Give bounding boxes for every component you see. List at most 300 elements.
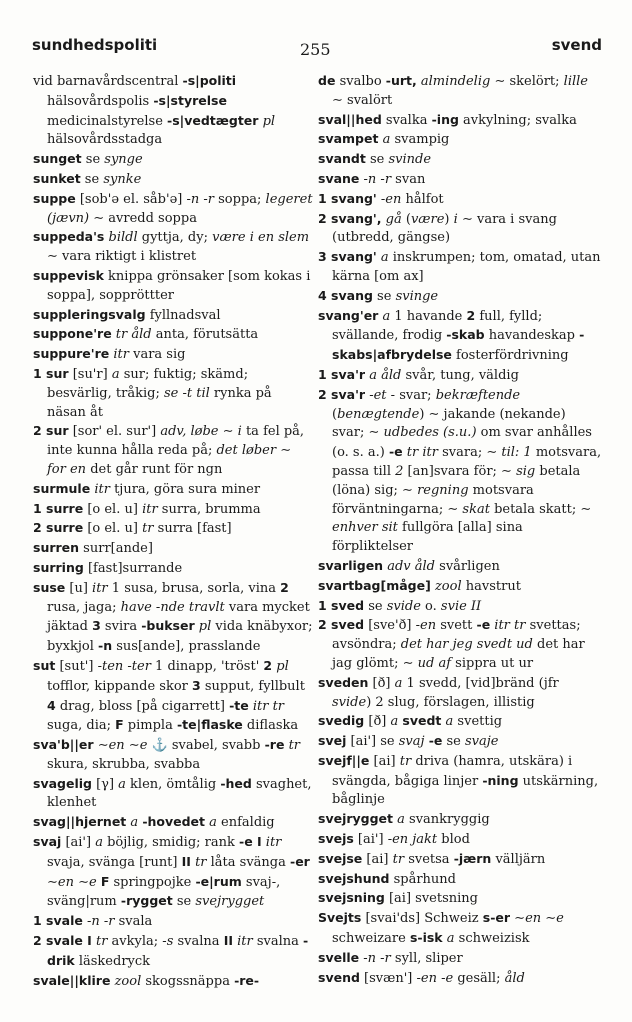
entry-grammar-note: itr tr: [490, 618, 526, 634]
entry-headword: svejrygget: [318, 811, 394, 827]
entry-headword: s-er: [482, 910, 511, 926]
entry-grammar-note: -en: [376, 191, 402, 207]
dictionary-entry: [33, 833, 313, 912]
dictionary-entry: [318, 674, 602, 713]
entry-grammar-note: a: [205, 815, 217, 831]
entry-grammar-note: zool: [430, 578, 462, 594]
entry-grammar-note: svide: [386, 598, 421, 614]
entry-headword: 2: [466, 307, 476, 323]
entry-text: betala skatt; ∼: [489, 501, 592, 517]
entry-text: vara sig: [128, 347, 186, 363]
entry-text: [ð]: [368, 675, 395, 691]
entry-headword: -e I: [239, 834, 262, 850]
entry-headword: suse: [33, 579, 66, 595]
entry-text: [ai]: [369, 753, 400, 769]
entry-grammar-note: zool: [110, 973, 142, 989]
entry-headword: svandt: [318, 151, 366, 167]
entry-text: läskedryck: [74, 953, 151, 969]
entry-grammar-note: a: [111, 366, 120, 382]
entry-text: 1 svedd, [vid]bränd (jfr: [402, 675, 559, 691]
dictionary-entry: [33, 972, 313, 992]
entry-grammar-note: svie II: [440, 598, 482, 614]
dictionary-entry: [33, 559, 313, 579]
entry-grammar-note: tr: [392, 851, 405, 867]
entry-text: [svæn']: [359, 970, 417, 986]
entry-text: pimpla: [123, 718, 177, 734]
entry-text: ∼ avredd soppa: [89, 210, 197, 226]
entry-text: [u]: [65, 580, 93, 596]
entry-grammar-note: tr: [284, 738, 301, 754]
entry-grammar-note: synke: [103, 171, 142, 187]
entry-text: ) ∼ jakande (nekande) svar; ∼: [332, 406, 566, 441]
entry-text: svara; ∼: [437, 445, 502, 461]
entry-grammar-note: adv åld: [383, 558, 436, 574]
dictionary-entry: [33, 932, 313, 972]
entry-text: se: [172, 894, 196, 910]
entry-headword: 3: [92, 618, 101, 634]
entry-text: ta fel på, inte kunna hålla reda på;: [47, 424, 305, 459]
entry-headword: 2: [280, 579, 289, 595]
dictionary-entry: [33, 267, 313, 306]
entry-text: [γ]: [91, 776, 119, 792]
entry-headword: svedig: [318, 713, 365, 729]
entry-text: [sob'ə el. såb'ə]: [75, 191, 187, 207]
entry-text: betala (löna) sig; ∼: [332, 463, 581, 498]
entry-text: [o el. u]: [83, 501, 143, 517]
dictionary-entry: [33, 228, 313, 267]
entry-grammar-note: se -t til: [163, 385, 210, 401]
dictionary-entry: [318, 366, 602, 386]
entry-grammar-note: for en: [47, 461, 87, 477]
entry-grammar-note: synge: [104, 152, 143, 168]
entry-grammar-note: lille: [563, 74, 588, 89]
dictionary-entry: [33, 813, 313, 833]
entry-text: svår, tung, väldig: [401, 367, 519, 383]
entry-headword: 2 svang',: [318, 210, 382, 226]
entry-headword: 1 sur: [33, 365, 69, 381]
entry-text: om svar anhålles (o. s. a.): [332, 425, 592, 461]
dictionary-entry: [33, 150, 313, 170]
entry-text: skogssnäppa: [141, 973, 235, 989]
entry-text: medicinalstyrelse: [47, 113, 168, 129]
entry-text: det går runt för ngn: [86, 461, 223, 477]
entry-headword: -te: [229, 697, 249, 713]
entry-grammar-note: a: [442, 931, 455, 947]
running-header: [32, 36, 602, 66]
entry-grammar-note: -et: [365, 387, 387, 403]
entry-text: avkylning; svalka: [458, 112, 577, 128]
entry-text: diflaska: [242, 718, 299, 734]
entry-headword: surren: [33, 540, 80, 556]
entry-grammar-note: -ten -ter: [97, 658, 151, 674]
entry-text: [ai']: [61, 835, 96, 851]
entry-headword: svale||klire: [33, 972, 111, 988]
entry-text: fyllnadsval: [145, 307, 221, 323]
entry-text: [ai']: [353, 832, 388, 848]
entry-headword: -er: [290, 853, 310, 869]
entry-text: låta svänga: [206, 854, 291, 870]
entry-headword: svejs: [318, 831, 354, 847]
entry-text: se: [81, 152, 105, 168]
entry-text: inskrumpen; tom, omatad, utan kärna [om ax]: [332, 250, 601, 284]
dictionary-entry: [318, 287, 602, 307]
entry-text: - svar;: [386, 387, 436, 403]
entry-text: svaghet, klenhet: [47, 776, 312, 811]
entry-headword: -re: [264, 737, 285, 753]
entry-grammar-note: svejrygget: [195, 894, 265, 910]
entry-grammar-note: -s: [162, 934, 174, 950]
entry-grammar-note: itr: [142, 501, 158, 517]
entry-headword: 2 svale I: [33, 933, 92, 949]
entry-grammar-note: ∼en ∼e: [93, 738, 148, 754]
dictionary-entry: [33, 365, 313, 422]
entry-headword: 2 surre: [33, 520, 84, 536]
entry-text: avkyla;: [107, 934, 163, 950]
dictionary-entry: [33, 736, 313, 775]
entry-text: full, fylld; svällande, frodig: [332, 308, 543, 344]
entry-text: ∼ svalört: [332, 92, 393, 108]
entry-grammar-note: -n -r: [186, 191, 214, 207]
entry-headword: surmule: [33, 480, 91, 496]
dictionary-entry: [33, 775, 313, 814]
entry-text: svalka: [381, 112, 432, 128]
entry-text: svalna: [173, 934, 224, 950]
entry-text: svettas; avsöndra;: [332, 618, 581, 653]
entry-text: motsvara, passa till: [332, 445, 602, 479]
dictionary-entry: [318, 870, 602, 890]
entry-text: fosterfördrivning: [451, 348, 569, 364]
page-number: 255: [300, 40, 331, 59]
entry-headword: -hed: [220, 775, 252, 791]
entry-headword: svag||hjernet: [33, 814, 127, 830]
entry-grammar-note: a: [394, 675, 403, 691]
entry-text: surra [fast]: [153, 521, 232, 537]
entry-headword: F: [100, 873, 110, 889]
entry-headword: 1 svang': [318, 190, 377, 206]
entry-text: se: [372, 288, 396, 304]
entry-grammar-note: a: [126, 815, 139, 831]
entry-text: [su'r]: [68, 366, 112, 382]
entry-grammar-note: pl: [272, 658, 289, 674]
entry-grammar-note: bildl: [104, 230, 138, 246]
entry-grammar-note: svide: [332, 694, 367, 710]
entry-text: svan: [391, 171, 426, 187]
entry-text: [ai'] se: [346, 734, 399, 750]
entry-headword: 4: [47, 697, 56, 713]
dictionary-entry: [318, 830, 602, 850]
entry-text: surr[ande]: [79, 541, 153, 557]
dictionary-entry: [33, 422, 313, 479]
entry-grammar-note: 2: [395, 463, 404, 479]
entry-text: sus[ande], prasslande: [112, 639, 261, 655]
entry-headword: -skabs|afbrydelse: [332, 327, 585, 363]
entry-headword: -skab: [446, 327, 485, 343]
entry-text: svetsa: [404, 851, 454, 867]
entry-text: syll, sliper: [390, 950, 463, 966]
dictionary-entry: [318, 732, 602, 752]
entry-grammar-note: ∼en ∼e: [510, 911, 564, 927]
dictionary-entry: [318, 111, 602, 131]
dictionary-entry: [318, 386, 602, 557]
entry-text: ∼ vara i svang (utbredd, gängse): [332, 211, 557, 246]
entry-text: sippra ut ur: [451, 655, 534, 671]
entry-grammar-note: være: [410, 211, 445, 227]
entry-text: se: [365, 152, 389, 168]
entry-grammar-note: itr: [233, 934, 253, 950]
entry-text: ∼: [276, 443, 292, 459]
entry-headword: 3: [192, 677, 201, 693]
entry-headword: sunket: [33, 170, 81, 186]
entry-text: ∼ skelört;: [490, 74, 564, 89]
entry-text: knippa grönsaker [som kokas i soppa], soppröttter: [47, 268, 311, 303]
entry-headword: sunget: [33, 151, 82, 167]
entry-headword: 2 sur: [33, 423, 69, 439]
entry-text: [o el. u]: [83, 521, 143, 537]
dictionary-entry: [33, 912, 313, 932]
entry-text: (: [332, 406, 338, 422]
dictionary-entry: [318, 752, 602, 810]
entry-grammar-note: -n -r: [359, 171, 392, 187]
entry-text: 1 dinapp, 'tröst': [150, 658, 264, 674]
entry-text: 1 havande: [390, 308, 467, 324]
entry-headword: svaj: [33, 834, 62, 850]
entry-grammar-note: -en jakt: [387, 832, 438, 848]
entry-headword: sval||hed: [318, 111, 382, 127]
entry-text: se: [442, 734, 465, 750]
entry-grammar-note: åld: [504, 970, 525, 986]
entry-text: springpojke: [109, 874, 196, 890]
dictionary-entry: [318, 712, 602, 732]
entry-headword: svejf||e: [318, 752, 370, 768]
entry-grammar-note: tr: [91, 934, 108, 950]
entry-headword: svartbag[måge]: [318, 577, 431, 593]
entry-text: svalbo: [335, 74, 386, 89]
entry-headword: svang'er: [318, 307, 379, 323]
entry-headword: de: [318, 73, 336, 88]
entry-grammar-note: være i en slem: [212, 230, 310, 246]
entry-grammar-note: i: [453, 211, 458, 227]
entry-headword: svampet: [318, 131, 379, 147]
entry-text: svira: [100, 619, 142, 635]
dictionary-entry: [318, 949, 602, 969]
entry-text: surra, brumma: [157, 501, 261, 517]
entry-grammar-note: ud af: [417, 655, 452, 671]
entry-text: svankryggig: [404, 812, 490, 828]
entry-grammar-note: i: [237, 424, 242, 440]
entry-headword: 1 sved: [318, 597, 365, 613]
entry-headword: -drik: [47, 933, 309, 968]
entry-grammar-note: udbedes (s.u.): [383, 425, 477, 441]
entry-headword: Svejts: [318, 910, 362, 926]
entry-headword: -jærn: [453, 850, 492, 866]
entry-headword: suppure're: [33, 346, 110, 362]
entry-grammar-note: svinge: [395, 288, 439, 304]
dictionary-entry: [33, 345, 313, 365]
entry-grammar-note: itr tr: [248, 698, 285, 714]
entry-headword: svarligen: [318, 557, 384, 573]
entry-headword: suppleringsvalg: [33, 306, 146, 322]
entry-grammar-note: itr: [261, 835, 282, 851]
entry-text: [sve'ð]: [364, 618, 416, 634]
entry-headword: 1 surre: [33, 500, 84, 516]
entry-text: böjlig, smidig; rank: [102, 835, 239, 851]
entry-text: drag, bloss [på cigarrett]: [55, 698, 230, 714]
entry-text: spårhund: [389, 871, 456, 887]
entry-grammar-note: bekræftende: [435, 387, 521, 403]
entry-text: ): [444, 211, 454, 227]
dictionary-entry: [318, 969, 602, 989]
entry-text: [ai]: [362, 851, 393, 867]
entry-headword: s-isk: [409, 930, 443, 946]
entry-grammar-note: til:: [501, 445, 520, 461]
entry-headword: sut: [33, 657, 56, 673]
entry-text: svala: [114, 914, 153, 930]
entry-text: motsvara förväntningarna; ∼: [332, 482, 534, 517]
entry-text: schweizisk: [454, 931, 530, 947]
entry-text: ⚓ svabel, svabb: [147, 738, 265, 754]
entry-text: fullgöra [alla] sina förpliktelser: [332, 520, 523, 555]
entry-text: se: [80, 171, 104, 187]
entry-text: [svai'ds] Schweiz: [361, 911, 483, 927]
entry-grammar-note: itr: [92, 580, 108, 596]
entry-text: svaja, svänga [runt]: [47, 854, 182, 870]
dictionary-entry: [318, 72, 602, 111]
entry-grammar-note: adv, løbe: [160, 424, 219, 440]
entry-headword: F: [115, 717, 124, 733]
dictionary-entry: [33, 579, 313, 657]
entry-grammar-note: -en -e: [416, 970, 454, 986]
header-first-entry: sundhedspoliti: [32, 36, 158, 54]
entry-headword: -urt,: [385, 73, 417, 88]
entry-grammar-note: enhver sit: [332, 520, 398, 536]
entry-grammar-note: skat: [462, 501, 490, 517]
entry-headword: -e|rum: [195, 873, 242, 889]
entry-text: [ai] svetsning: [384, 891, 478, 907]
entry-text: hålfot: [401, 191, 444, 207]
entry-text: svaj-, sväng|rum: [47, 874, 281, 910]
entry-headword: -rygget: [120, 893, 173, 909]
dictionary-entry: [33, 480, 313, 500]
entry-headword: suppe: [33, 190, 76, 206]
dictionary-entry: [318, 557, 602, 577]
entry-headword: -s|vedtægter: [167, 112, 259, 128]
entry-text: svalna: [252, 934, 304, 950]
entry-grammar-note: a: [378, 132, 391, 148]
dictionary-entry: [318, 248, 602, 287]
entry-text: svårligen: [435, 558, 500, 574]
entry-grammar-note: a: [390, 714, 399, 730]
dictionary-entry: [33, 190, 313, 229]
entry-headword: 2: [263, 657, 273, 673]
entry-text: vara mycket jäktad: [47, 599, 310, 635]
entry-grammar-note: -n -r: [82, 914, 115, 930]
entry-headword: svejse: [318, 850, 363, 866]
entry-grammar-note: a: [378, 308, 391, 324]
entry-text: vällјärn: [491, 851, 546, 867]
entry-headword: -e: [476, 617, 491, 633]
right-column: [318, 72, 602, 986]
dictionary-entry: [33, 306, 313, 326]
entry-headword: 3 svang': [318, 249, 377, 265]
entry-text: sur; fuktig; skämd; besvärlig, tråkig;: [47, 366, 249, 401]
entry-grammar-note: pl: [194, 619, 212, 635]
entry-grammar-note: det løber: [216, 443, 277, 459]
entry-text: vid barnavårdscentral: [33, 74, 183, 89]
dictionary-entry: [318, 909, 602, 949]
entry-headword: svedt: [402, 713, 442, 729]
entry-grammar-note: gå: [381, 211, 402, 227]
entry-text: supput, fyllbult: [200, 678, 305, 694]
entry-headword: suppevisk: [33, 267, 104, 283]
entry-grammar-note: svaj: [398, 734, 425, 750]
entry-headword: svejsning: [318, 890, 385, 906]
entry-grammar-note: -n -r: [359, 950, 391, 966]
entry-grammar-note: sig: [516, 463, 536, 479]
dictionary-entry: [318, 810, 602, 830]
entry-grammar-note: have -nde travlt: [120, 599, 225, 615]
entry-text: ) 2 slug, förslagen, illistig: [366, 694, 535, 710]
entry-grammar-note: 1: [523, 445, 532, 461]
entry-headword: II: [223, 933, 233, 949]
entry-text: (: [401, 211, 411, 227]
entry-text: soppa;: [214, 191, 266, 207]
entry-text: skura, skrubba, svabba: [47, 756, 201, 772]
entry-headword: 4 svang: [318, 287, 373, 303]
entry-grammar-note: itr: [109, 347, 129, 363]
entry-grammar-note: benægtende: [337, 406, 420, 422]
entry-grammar-note: tr: [142, 521, 154, 537]
entry-text: driva (hamra, utskära) i svängda, bågiga linjer: [332, 753, 573, 789]
entry-headword: -e: [388, 444, 403, 460]
entry-text: gesäll;: [453, 970, 505, 986]
entry-grammar-note: tr itr: [402, 445, 438, 461]
entry-text: o.: [420, 598, 441, 614]
entry-grammar-note: tr: [190, 854, 207, 870]
entry-headword: -bukser: [141, 618, 195, 634]
entry-headword: svej: [318, 733, 347, 749]
dictionary-entry: [33, 325, 313, 345]
entry-text: tofflor, kippande skor: [47, 678, 192, 694]
entry-text: [sut']: [55, 658, 98, 674]
entry-headword: -s|politi: [182, 73, 237, 88]
entry-grammar-note: svinde: [388, 152, 432, 168]
entry-text: [ð]: [364, 714, 391, 730]
entry-headword: 2 sved: [318, 617, 365, 633]
entry-headword: -re-: [234, 972, 260, 988]
entry-grammar-note: pl: [258, 113, 276, 129]
dictionary-entry: [33, 500, 313, 520]
entry-headword: -n: [98, 638, 113, 654]
entry-text: klen, ömtålig: [125, 776, 221, 792]
entry-text: gyttja, dy;: [137, 230, 213, 246]
entry-text: hälsovårdspolis: [47, 93, 154, 109]
entry-text: [an]svara för; ∼: [403, 463, 517, 479]
entry-grammar-note: det har jeg svedt ud: [400, 637, 533, 653]
entry-grammar-note: itr: [90, 481, 110, 497]
dictionary-entry: [33, 519, 313, 539]
entry-grammar-note: ∼en ∼e: [47, 874, 97, 890]
entry-text: se: [364, 598, 387, 614]
entry-grammar-note: regning: [417, 482, 469, 498]
entry-text: svettig: [453, 714, 503, 730]
entry-text: utskärning, båglinje: [332, 773, 599, 808]
dictionary-entry: [33, 170, 313, 190]
dictionary-entry: [33, 539, 313, 559]
entry-text: vida knäbyxor; byxkjol: [47, 619, 313, 655]
entry-grammar-note: a: [376, 250, 389, 266]
entry-text: [fast]surrande: [83, 560, 183, 576]
dictionary-entry: [33, 72, 313, 150]
